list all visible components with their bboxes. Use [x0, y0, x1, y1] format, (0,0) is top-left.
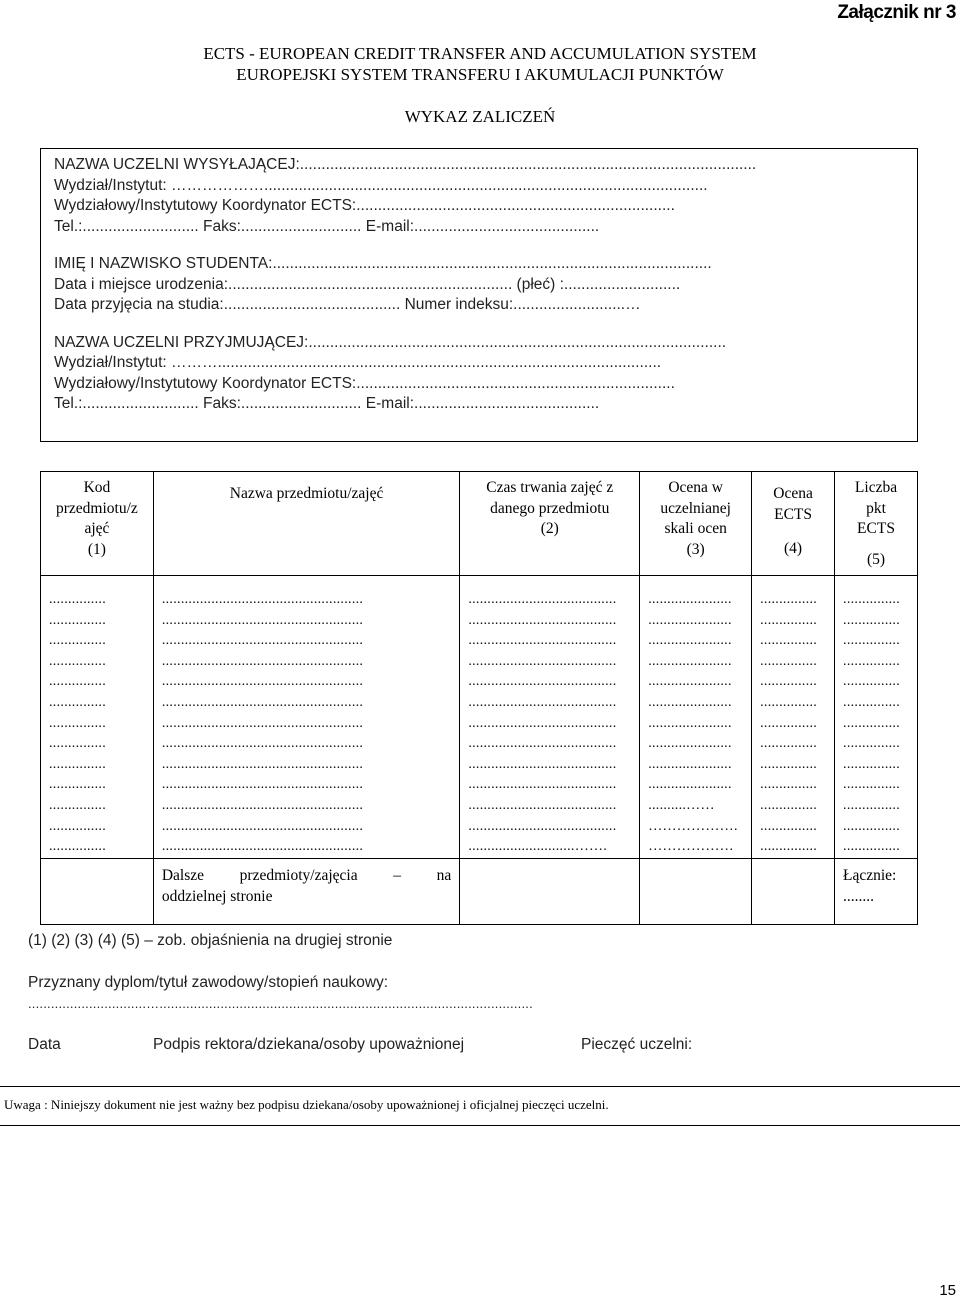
- further-courses-note: Dalsze przedmioty/zajęcia – na oddzielnej stronie: [153, 858, 459, 924]
- sending-coordinator-field[interactable]: Wydziałowy/Instytutowy Koordynator ECTS:..........................................................................: [54, 197, 675, 214]
- diploma-label: Przyznany dyplom/tytuł zawodowy/stopień naukowy:: [28, 974, 389, 991]
- spacer: [54, 237, 917, 254]
- course-name-entries[interactable]: ..................................................... ..................................................... ..................................................... ..................................................... ..................................................... ..................................................... ..................................................... ..................................................... ..................................................... ..................................................... ..................................................... ..................................................... .....................................................: [153, 576, 459, 859]
- sending-university-field[interactable]: NAZWA UCZELNI WYSYŁAJĄCEJ:..........................................................................................................: [54, 156, 757, 173]
- diploma-field[interactable]: ...............................…..................................................................................................: [28, 996, 533, 1011]
- total-value[interactable]: ........: [843, 887, 875, 905]
- ects-grade-entries[interactable]: ............... ............... ............... ............... ............... ............... ............... ............... ............... ............... ............... ............... ...............: [752, 576, 835, 859]
- footer-empty-cell: [752, 858, 835, 924]
- student-name-field[interactable]: IMIĘ I NAZWISKO STUDENTA:......................................................................................................: [54, 255, 712, 272]
- footer-empty-cell: [460, 858, 640, 924]
- duration-entries[interactable]: ....................................... ....................................... ....................................... ....................................... ....................................... ....................................... ....................................... ....................................... ....................................... ....................................... ....................................... ....................................... ............................…….: [460, 576, 640, 859]
- birth-data-field[interactable]: Data i miejsce urodzenia:.................................................................. (płeć) :...........................: [54, 275, 681, 293]
- receiving-coordinator-field[interactable]: Wydziałowy/Instytutowy Koordynator ECTS:..........................................................................: [54, 374, 675, 392]
- signature-label: Podpis rektora/dziekana/osoby upoważnionej: [153, 1036, 465, 1053]
- validity-warning: Uwaga : Niniejszy dokument nie jest ważny bez podpisu dziekana/osoby upoważnionej i oficjalnej pieczęci uczelni.: [0, 1086, 960, 1126]
- header-ects-points: Liczba pkt ECTS (5): [835, 472, 918, 576]
- info-box: [40, 148, 918, 442]
- admission-index-field[interactable]: Data przyjęcia na studia:......................................... Numer indeksu:..........................…: [54, 296, 641, 313]
- ects-points-entries[interactable]: ............... ............... ............... ............... ............... ............... ............... ............... ............... ............... ............... ............... ...............: [835, 576, 918, 859]
- total-points-cell: [835, 858, 918, 924]
- title-ects-english: ECTS - EUROPEAN CREDIT TRANSFER AND ACCUMULATION SYSTEM: [203, 44, 757, 63]
- table-footer-row: [41, 858, 918, 924]
- total-label: Łącznie:: [843, 866, 897, 884]
- header-course-code: Kod przedmiotu/z ajęć (1): [41, 472, 154, 576]
- sending-contact-field[interactable]: Tel.:........................... Faks:............................ E-mail:...........................................: [54, 217, 600, 235]
- page-number: 15: [939, 1282, 956, 1299]
- title-ects-polish: EUROPEJSKI SYSTEM TRANSFERU I AKUMULACJI PUNKTÓW: [236, 65, 724, 84]
- table-header-row: [41, 472, 918, 576]
- footer-empty-cell: [640, 858, 752, 924]
- explanation-note: (1) (2) (3) (4) (5) – zob. objaśnienia na drugiej stronie: [28, 932, 393, 949]
- sending-faculty-field[interactable]: Wydział/Instytut: ……………….......................................................................................................: [54, 176, 708, 194]
- date-label: Data: [28, 1036, 61, 1053]
- stamp-label: Pieczęć uczelni:: [581, 1036, 693, 1053]
- receiving-contact-field[interactable]: Tel.:........................... Faks:............................ E-mail:...........................................: [54, 395, 600, 412]
- footer-empty-cell: [41, 858, 154, 924]
- header-local-grade: Ocena w uczelnianej skali ocen (3): [640, 472, 752, 576]
- header-course-name: Nazwa przedmiotu/zajęć: [153, 472, 459, 576]
- attachment-label: Załącznik nr 3: [837, 2, 956, 23]
- course-code-entries[interactable]: ............... ............... ............... ............... ............... ............... ............... ............... ............... ............... ............... ............... ...............: [41, 576, 154, 859]
- header-duration: Czas trwania zajęć z danego przedmiotu (2): [460, 472, 640, 576]
- receiving-faculty-field[interactable]: Wydział/Instytut: ……….......................................................................................................: [54, 354, 662, 371]
- local-grade-entries[interactable]: ...................... ...................... ...................... ...................... ...................... ...................... ...................... ...................... ...................... ...................... ..........…… ………………. ………………: [640, 576, 752, 859]
- grades-table: [40, 471, 918, 925]
- header-ects-grade: Ocena ECTS (4): [752, 472, 835, 576]
- spacer: [54, 316, 917, 333]
- receiving-university-field[interactable]: NAZWA UCZELNI PRZYJMUJĄCEJ:.................................................................................................: [54, 333, 727, 351]
- document-title: WYKAZ ZALICZEŃ: [404, 107, 556, 126]
- table-entries-row: [41, 576, 918, 859]
